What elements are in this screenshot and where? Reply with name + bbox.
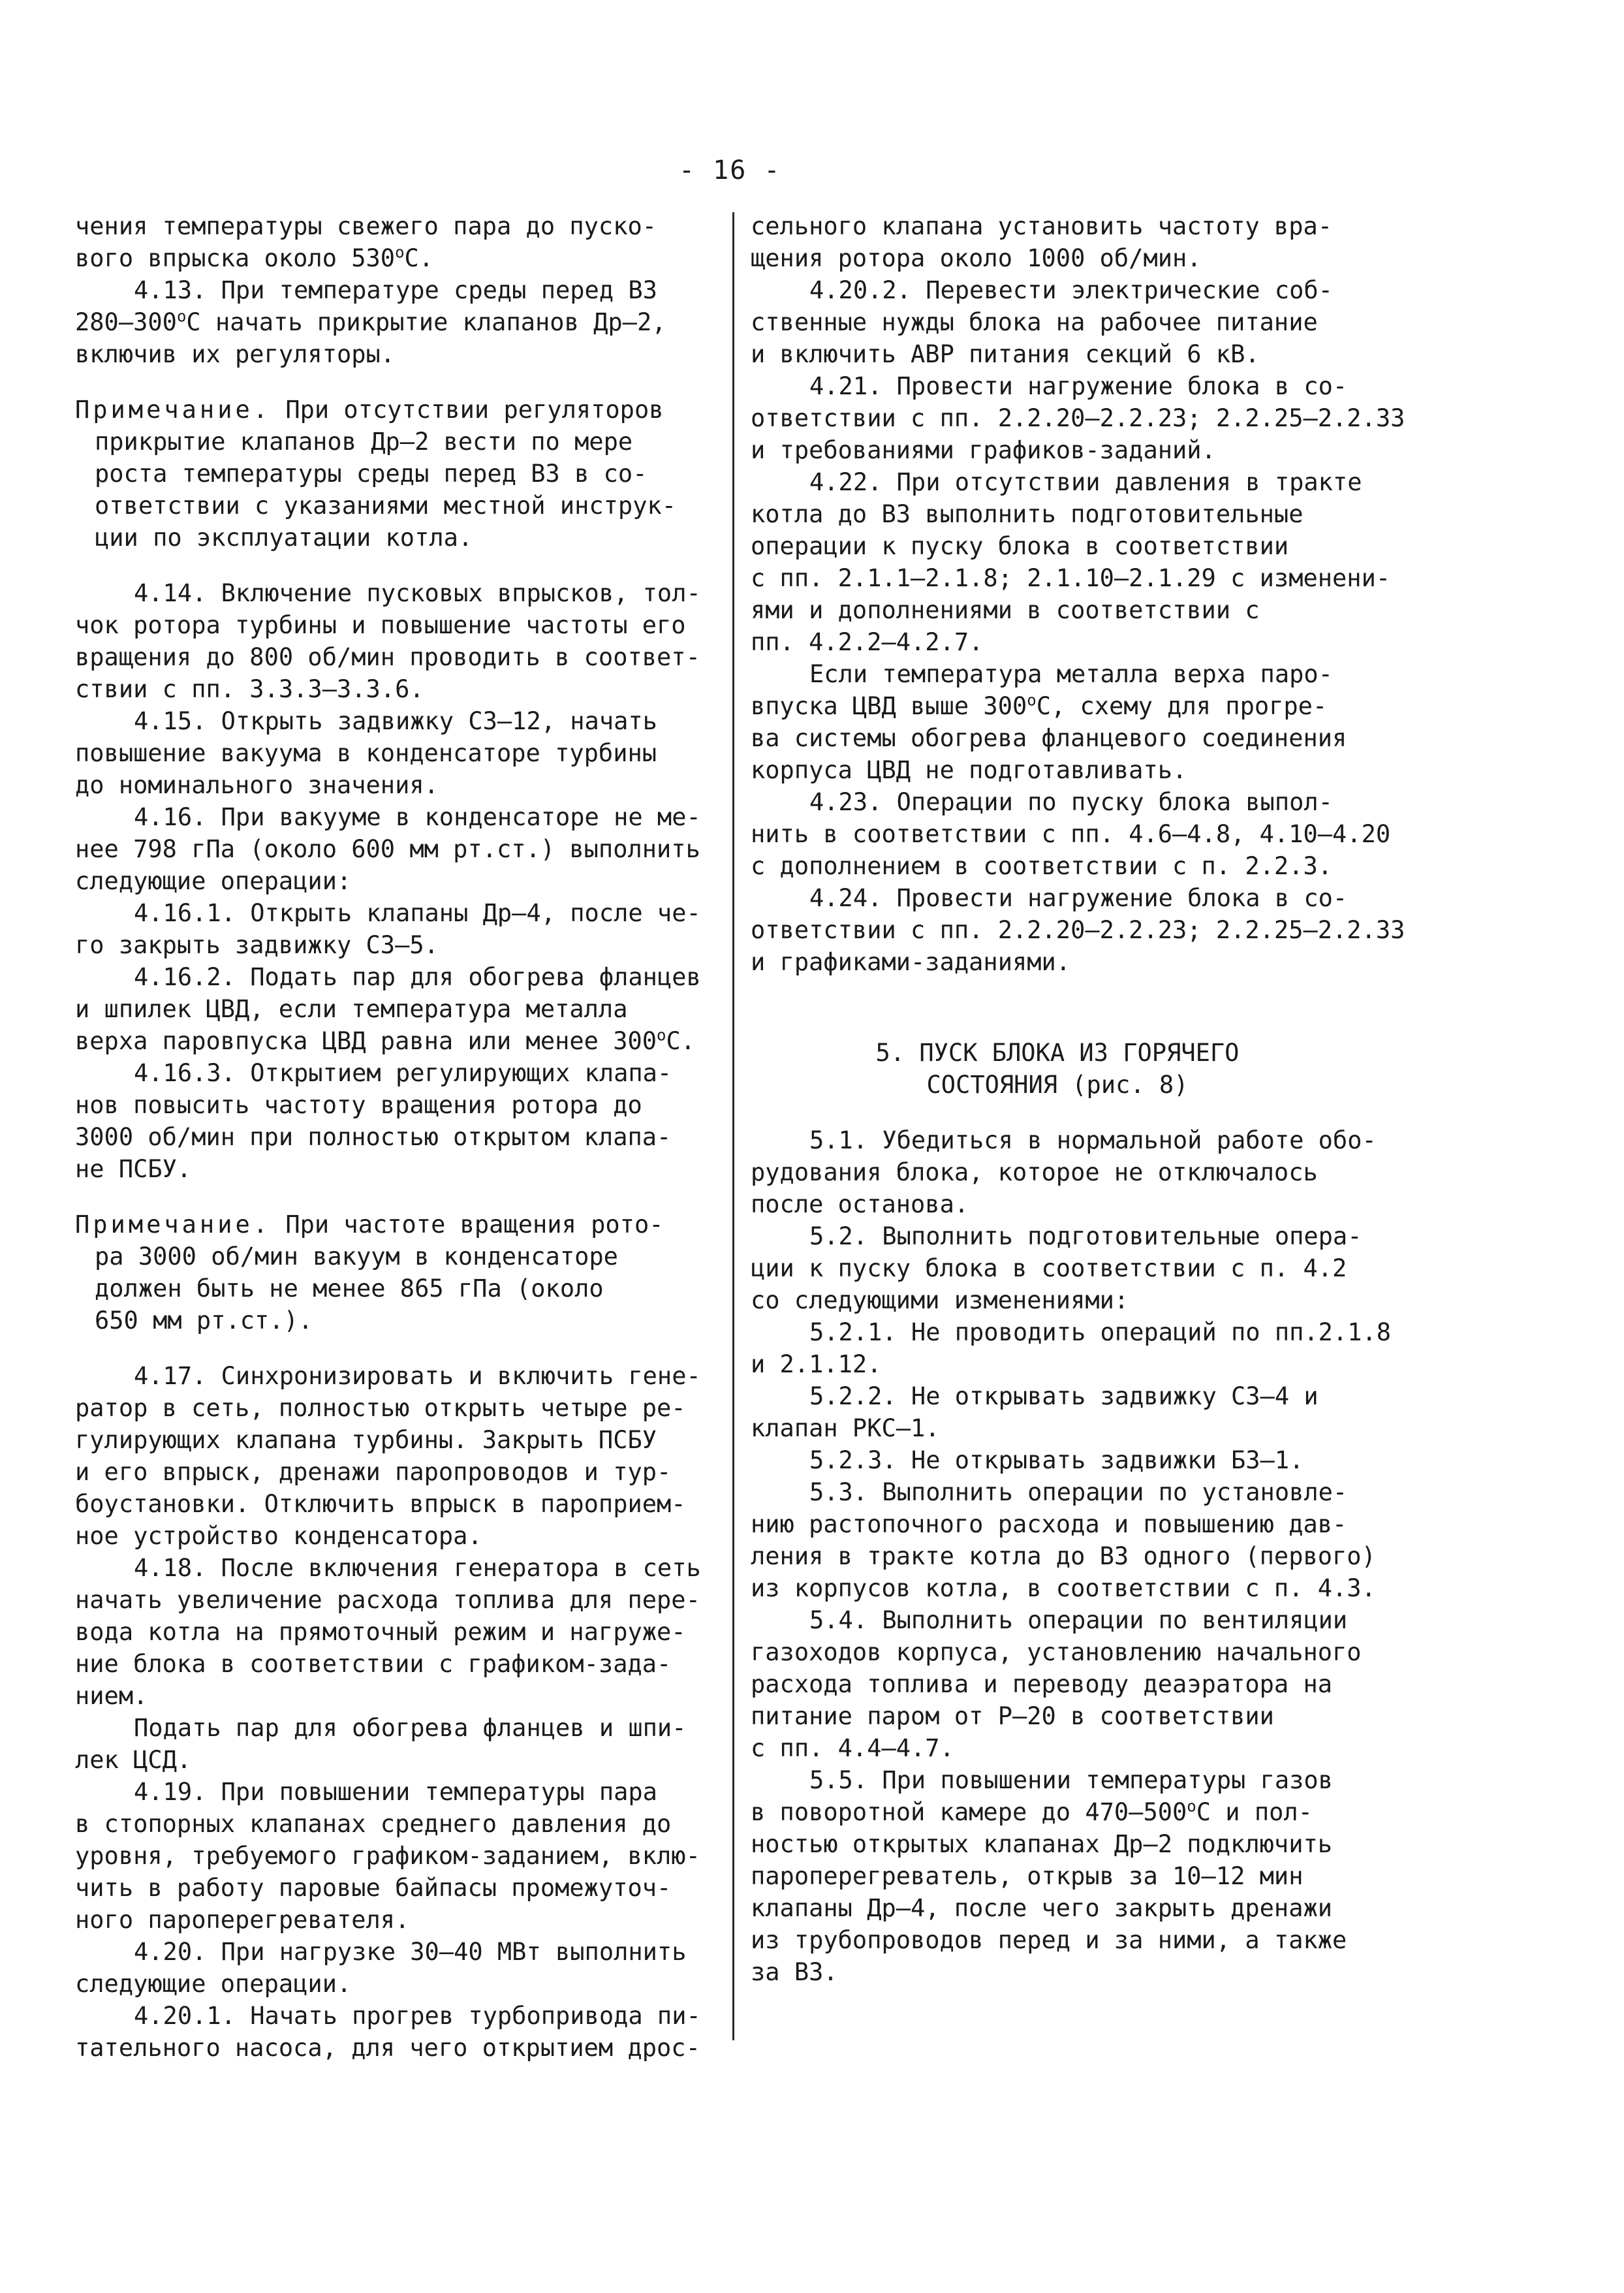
- section-gap: [751, 978, 1403, 1037]
- text-line: 4.18. После включения генератора в сеть: [134, 1554, 701, 1582]
- text-line: из корпусов котла, в соответствии с п. 4.3.: [751, 1574, 1376, 1602]
- text-line: с пп. 4.4–4.7.: [751, 1734, 954, 1762]
- text-line: уровня, требуемого графиком-заданием, вклю-: [75, 1842, 700, 1870]
- text-line: в поворотной камере до 470–500$^o$С и пол-: [751, 1797, 1313, 1826]
- text-line: нию растопочного расхода и повышению дав-: [751, 1510, 1347, 1538]
- text-line: 4.13. При температуре среды перед В3: [134, 276, 657, 304]
- text-line: Если температура металла верха паро-: [809, 660, 1333, 688]
- text-line: 4.16.3. Открытием регулирующих клапа-: [134, 1059, 672, 1087]
- column-divider: [732, 212, 734, 2040]
- text-line: ного пароперегревателя.: [75, 1906, 410, 1934]
- text-line: и включить АВР питания секций 6 кВ.: [751, 340, 1260, 368]
- text-line: лек ЦСД.: [75, 1746, 192, 1774]
- text-line: и его впрыск, дренажи паропроводов и тур-: [75, 1458, 672, 1486]
- text-line: ции по эксплуатации котла.: [95, 524, 473, 552]
- text-line: ностью открытых клапанах Др–2 подключить: [751, 1830, 1333, 1858]
- text-line: вого впрыска около 530$^o$С.: [75, 243, 434, 272]
- text-line: пп. 4.2.2–4.2.7.: [751, 628, 984, 656]
- text-line: 4.24. Провести нагружение блока в со-: [809, 884, 1348, 912]
- text-line: клапан РКС–1.: [751, 1414, 940, 1442]
- text-line: верха паровпуска ЦВД равна или менее 300$^o$С.: [75, 1026, 696, 1055]
- text-line: из трубопроводов перед и за ними, а также: [751, 1926, 1347, 1954]
- text-line: включив их регуляторы.: [75, 340, 396, 368]
- text-line: со следующими изменениями:: [751, 1286, 1129, 1314]
- text-line: с дополнением в соответствии с п. 2.2.3.: [751, 852, 1333, 880]
- text-line: роста температуры среды перед В3 в со-: [95, 460, 648, 488]
- text-line: ва системы обогрева фланцевого соединения: [751, 724, 1347, 752]
- text-line: корпуса ЦВД не подготавливать.: [751, 756, 1187, 784]
- text-line: 5.1. Убедиться в нормальной работе обо-: [809, 1126, 1377, 1154]
- section-heading-line: СОСТОЯНИЯ (рис. 8): [926, 1071, 1189, 1099]
- text-line: 4.23. Операции по пуску блока выпол-: [809, 788, 1333, 816]
- text-line: боустановки. Отключить впрыск в пароприем-: [75, 1490, 686, 1518]
- text-line: сельного клапана установить частоту вра-: [751, 212, 1333, 240]
- text-line: 4.20. При нагрузке 30–40 МВт выполнить: [134, 1938, 687, 1966]
- text-line: 5.2.1. Не проводить операций по пп.2.1.8: [809, 1318, 1392, 1346]
- text-line: чить в работу паровые байпасы промежуточ-: [75, 1874, 672, 1902]
- text-line: 280–300$^o$С начать прикрытие клапанов Др–2,: [75, 307, 666, 336]
- text-line: котла до В3 выполнить подготовительные: [751, 500, 1304, 528]
- right-text-column: [751, 210, 1403, 1988]
- text-line: с пп. 2.1.1–2.1.8; 2.1.10–2.1.29 с изменени-: [751, 564, 1391, 592]
- text-line: и графиками-заданиями.: [751, 948, 1071, 976]
- text-line: питание паром от Р–20 в соответствии: [751, 1702, 1274, 1730]
- text-line: вода котла на прямоточный режим и нагруже-: [75, 1618, 686, 1646]
- text-line: 4.14. Включение пусковых впрысков, тол-: [134, 579, 701, 607]
- text-line: ние блока в соответствии с графиком-зада-: [75, 1650, 672, 1678]
- text-line: ственные нужды блока на рабочее питание: [751, 308, 1318, 336]
- text-line: нить в соответствии с пп. 4.6–4.8, 4.10–4.20: [751, 820, 1391, 848]
- text-line: 4.20.1. Начать прогрев турбопривода пи-: [134, 2002, 701, 2030]
- text-line: нием.: [75, 1682, 148, 1710]
- text-line: Подать пар для обогрева фланцев и шпи-: [134, 1714, 687, 1742]
- note-line: Примечание. При частоте вращения рото-: [75, 1210, 664, 1239]
- text-line: 5.5. При повышении температуры газов: [809, 1766, 1333, 1794]
- text-line: рудования блока, которое не отключалось: [751, 1158, 1318, 1186]
- text-line: 650 мм рт.ст.).: [95, 1306, 313, 1335]
- page-number: - 16 -: [679, 155, 781, 185]
- text-line: щения ротора около 1000 об/мин.: [751, 244, 1202, 272]
- text-line: и шпилек ЦВД, если температура металла: [75, 995, 628, 1023]
- text-line: 4.17. Синхронизировать и включить гене-: [134, 1362, 701, 1390]
- text-line: следующие операции:: [75, 867, 352, 895]
- text-line: чок ротора турбины и повышение частоты его: [75, 611, 686, 639]
- text-line: 4.20.2. Перевести электрические соб-: [809, 276, 1333, 304]
- text-line: прикрытие клапанов Др–2 вести по мере: [95, 428, 633, 456]
- text-line: в стопорных клапанах среднего давления до: [75, 1810, 672, 1838]
- text-line: тательного насоса, для чего открытием дрос-: [75, 2034, 700, 2062]
- text-line: ствии с пп. 3.3.3–3.3.6.: [75, 675, 424, 703]
- text-line: после останова.: [751, 1190, 969, 1218]
- text-line: впуска ЦВД выше 300$^o$С, схему для прогре-: [751, 691, 1328, 720]
- text-line: 4.15. Открыть задвижку С3–12, начать: [134, 707, 657, 735]
- text-line: ратор в сеть, полностью открыть четыре ре-: [75, 1394, 686, 1422]
- text-line: ответствии с пп. 2.2.20–2.2.23; 2.2.25–2.2.33: [751, 916, 1405, 944]
- text-line: нов повысить частоту вращения ротора до: [75, 1091, 642, 1119]
- text-line: начать увеличение расхода топлива для пере-: [75, 1586, 700, 1614]
- text-line: 5.3. Выполнить операции по установле-: [809, 1478, 1348, 1506]
- section-heading-line: 5. ПУСК БЛОКА ИЗ ГОРЯЧЕГО: [875, 1039, 1240, 1067]
- text-line: ями и дополнениями в соответствии с: [751, 596, 1260, 624]
- paragraph-gap: [751, 1101, 1403, 1124]
- text-line: операции к пуску блока в соответствии: [751, 532, 1289, 560]
- text-line: ное устройство конденсатора.: [75, 1522, 482, 1550]
- text-line: следующие операции.: [75, 1970, 352, 1998]
- paragraph-gap: [75, 1336, 725, 1360]
- text-line: чения температуры свежего пара до пуско-: [75, 212, 657, 240]
- text-line: не ПСБУ.: [75, 1155, 192, 1183]
- text-line: нее 798 гПа (около 600 мм рт.ст.) выполнить: [75, 835, 700, 863]
- text-line: 5.2.2. Не открывать задвижку С3–4 и: [809, 1382, 1319, 1410]
- paragraph-gap: [75, 1185, 725, 1209]
- text-line: клапаны Др–4, после чего закрыть дренажи: [751, 1894, 1333, 1922]
- text-line: го закрыть задвижку С3–5.: [75, 931, 439, 959]
- text-line: повышение вакуума в конденсаторе турбины: [75, 739, 657, 767]
- text-line: и 2.1.12.: [751, 1350, 882, 1378]
- paragraph-gap: [75, 370, 725, 394]
- text-line: пароперегреватель, открыв за 10–12 мин: [751, 1862, 1304, 1890]
- text-line: до номинального значения.: [75, 771, 439, 799]
- text-line: ответствии с указаниями местной инструк-: [95, 492, 677, 520]
- text-line: вращения до 800 об/мин проводить в соответ-: [75, 643, 700, 671]
- left-text-column: [75, 210, 725, 2064]
- text-line: 4.22. При отсутствии давления в тракте: [809, 468, 1362, 496]
- text-line: должен быть не менее 865 гПа (около: [95, 1274, 604, 1303]
- text-line: 4.16. При вакууме в конденсаторе не ме-: [134, 803, 701, 831]
- text-line: за В3.: [751, 1958, 838, 1986]
- text-line: 4.16.1. Открыть клапаны Др–4, после че-: [134, 899, 701, 927]
- note-line: Примечание. При отсутствии регуляторов: [75, 396, 664, 424]
- text-line: ления в тракте котла до В3 одного (первого): [751, 1542, 1376, 1570]
- text-line: 5.4. Выполнить операции по вентиляции: [809, 1606, 1348, 1634]
- text-line: и требованиями графиков-заданий.: [751, 436, 1216, 464]
- text-line: 5.2. Выполнить подготовительные опера-: [809, 1222, 1362, 1250]
- text-line: расхода топлива и переводу деаэратора на: [751, 1670, 1333, 1698]
- paragraph-gap: [75, 554, 725, 577]
- text-line: ции к пуску блока в соответствии с п. 4.2: [751, 1254, 1347, 1282]
- text-line: 4.16.2. Подать пар для обогрева фланцев: [134, 963, 701, 991]
- text-line: гулирующих клапана турбины. Закрыть ПСБУ: [75, 1426, 657, 1454]
- text-line: 4.21. Провести нагружение блока в со-: [809, 372, 1348, 400]
- text-line: 4.19. При повышении температуры пара: [134, 1778, 657, 1806]
- text-line: газоходов корпуса, установлению начального: [751, 1638, 1362, 1666]
- text-line: 3000 об/мин при полностью открытом клапа-: [75, 1123, 672, 1151]
- text-line: ответствии с пп. 2.2.20–2.2.23; 2.2.25–2.2.33: [751, 404, 1405, 432]
- text-line: 5.2.3. Не открывать задвижки Б3–1.: [809, 1446, 1304, 1474]
- text-line: ра 3000 об/мин вакуум в конденсаторе: [95, 1242, 618, 1271]
